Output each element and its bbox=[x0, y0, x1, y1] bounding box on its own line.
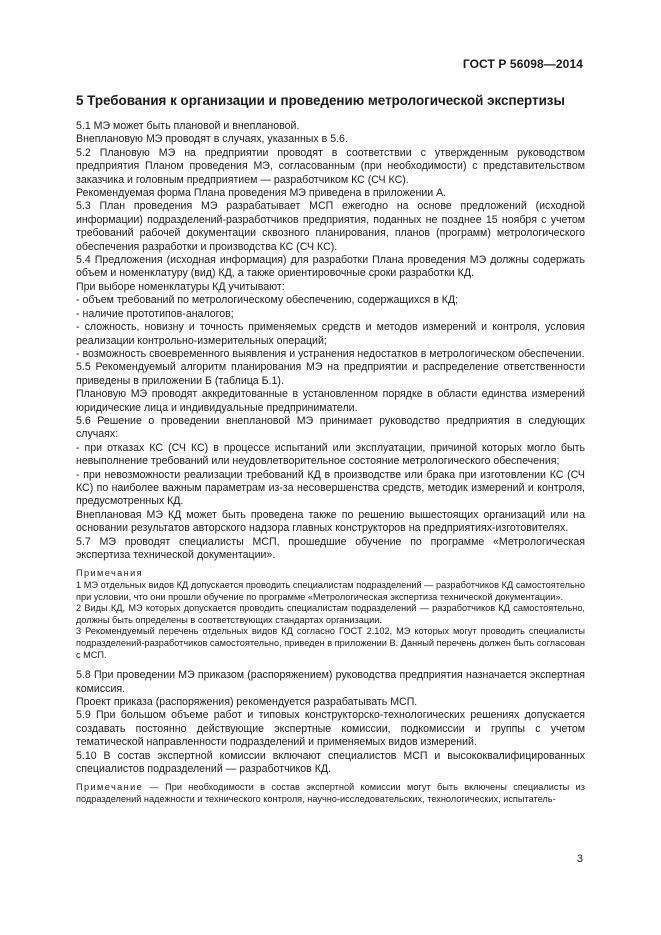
paragraph: Внеплановую МЭ проводят в случаях, указанных в 5.6. bbox=[76, 133, 348, 146]
final-note-label: Примечание bbox=[76, 782, 144, 793]
page-content bbox=[76, 93, 585, 806]
list-item: - объем требований по метрологическому обеспечению, содержащихся в КД; bbox=[76, 294, 459, 307]
paragraph: 5.2 Плановую МЭ на предприятии проводят в соответствии с утвержденным руководством предприятия Планом проведения МЭ, согласованным (при необходимости) с представительством заказчика и головным предприятием — разработчиком КС (СЧ КС). bbox=[76, 146, 585, 186]
list-item: - возможность своевременного выявления и устранения недостатков в метрологическом обеспечении. bbox=[76, 347, 585, 360]
paragraph: Проект приказа (распоряжения) рекомендуется разрабатывать МСП. bbox=[76, 695, 418, 708]
page-number: 3 bbox=[576, 853, 583, 865]
paragraph: Внеплановая МЭ КД может быть проведена также по решению вышестоящих организаций или на основании результатов авторского надзора главных конструкторов на предприятиях-изготовителях. bbox=[76, 508, 585, 535]
paragraph: При выборе номенклатуры КД учитывают: bbox=[76, 280, 285, 293]
document-code: ГОСТ Р 56098—2014 bbox=[462, 57, 583, 71]
note-item: 1 МЭ отдельных видов КД допускается проводить специалистам подразделений — разработчиков КД самостоятельно при условии, что они прошли обучение по программе «Метрологическая экспертиза технической документации». bbox=[76, 580, 585, 602]
body-paragraphs-a bbox=[76, 120, 585, 562]
list-item: - наличие прототипов-аналогов; bbox=[76, 307, 234, 320]
paragraph: 5.6 Решение о проведении внеплановой МЭ принимает руководство предприятия в следующих случаях: bbox=[76, 414, 585, 441]
notes-block bbox=[76, 568, 585, 661]
section-title: 5 Требования к организации и проведению метрологической экспертизы bbox=[76, 93, 565, 108]
paragraph: 5.4 Предложения (исходная информация) для разработки Плана проведения МЭ должны содержать объем и номенклатуру (вид) КД, а также ориентировочные сроки разработки КД. bbox=[76, 254, 585, 280]
paragraph: 5.1 МЭ может быть плановой и внеплановой. bbox=[76, 120, 300, 132]
list-item: - сложность, новизну и точность применяемых средств и методов измерений и контроля, условия реализации контрольно-измерительных операций; bbox=[76, 321, 585, 347]
paragraph: Плановую МЭ проводят аккредитованные в установленном порядке в области единства измерений юридические лица и индивидуальные предприниматели. bbox=[76, 388, 585, 414]
notes-heading: Примечания bbox=[76, 568, 144, 579]
list-item: - при отказах КС (СЧ КС) в процессе испытаний или эксплуатации, причиной которых могло быть невыполнение требований или неудовлетворительное состояние метрологического обеспечения; bbox=[76, 441, 585, 468]
final-note bbox=[76, 782, 585, 805]
paragraph: 5.9 При большом объеме работ и типовых конструкторско-технологических решениях допускается создавать постоянно действующие экспертные комиссии, подкомиссии и группы с учетом тематической направленности подразделений и применяемых видов измерений. bbox=[76, 709, 585, 749]
note-item: 2 Виды КД, МЭ которых допускается проводить специалистам подразделений — разработчиков КД самостоятельно, должны быть определены в соответствующих стандартах организации. bbox=[76, 603, 585, 625]
list-item: - при невозможности реализации требований КД в производстве или брака при изготовлении КС (СЧ КС) по наиболее важным параметрам из-за несовершенства средств, методик измерений и контроля, предусмотренных КД. bbox=[76, 468, 585, 508]
paragraph: Рекомендуемая форма Плана проведения МЭ приведена в приложении А. bbox=[76, 187, 447, 200]
note-item: 3 Рекомендуемый перечень отдельных видов КД согласно ГОСТ 2.102, МЭ которых могут проводить специалисты подразделений-разработчиков самостоятельно, приведен в приложении В. Данный перечень должен быть согласован с МСП. bbox=[76, 626, 585, 660]
paragraph: 5.8 При проведении МЭ приказом (распоряжением) руководства предприятия назначается экспертная комиссия. bbox=[76, 669, 585, 695]
paragraph: 5.3 План проведения МЭ разрабатывает МСП ежегодно на основе предложений (исходной информации) подразделений-разработчиков предприятия, поданных не позднее 15 ноября с учетом требований рабочей документации сквозного планирования, планов (программ) метрологического обеспечения разработки и производства КС (СЧ КС). bbox=[76, 200, 585, 253]
paragraph: 5.10 В состав экспертной комиссии включают специалистов МСП и высококвалифицированных специалистов подразделений — разработчиков КД. bbox=[76, 749, 585, 775]
final-note-text: — При необходимости в состав экспертной комиссии могут быть включены специалисты из подразделений надежности и технического контроля, научно-исследовательских, технологических, испытатель- bbox=[76, 782, 585, 804]
paragraph: 5.5 Рекомендуемый алгоритм планирования МЭ на предприятии и распределение ответственности приведены в приложении Б (таблица Б.1). bbox=[76, 361, 585, 387]
body-paragraphs-b bbox=[76, 669, 585, 776]
paragraph: 5.7 МЭ проводят специалисты МСП, прошедшие обучение по программе «Метрологическая экспертиза технической документации». bbox=[76, 535, 585, 561]
